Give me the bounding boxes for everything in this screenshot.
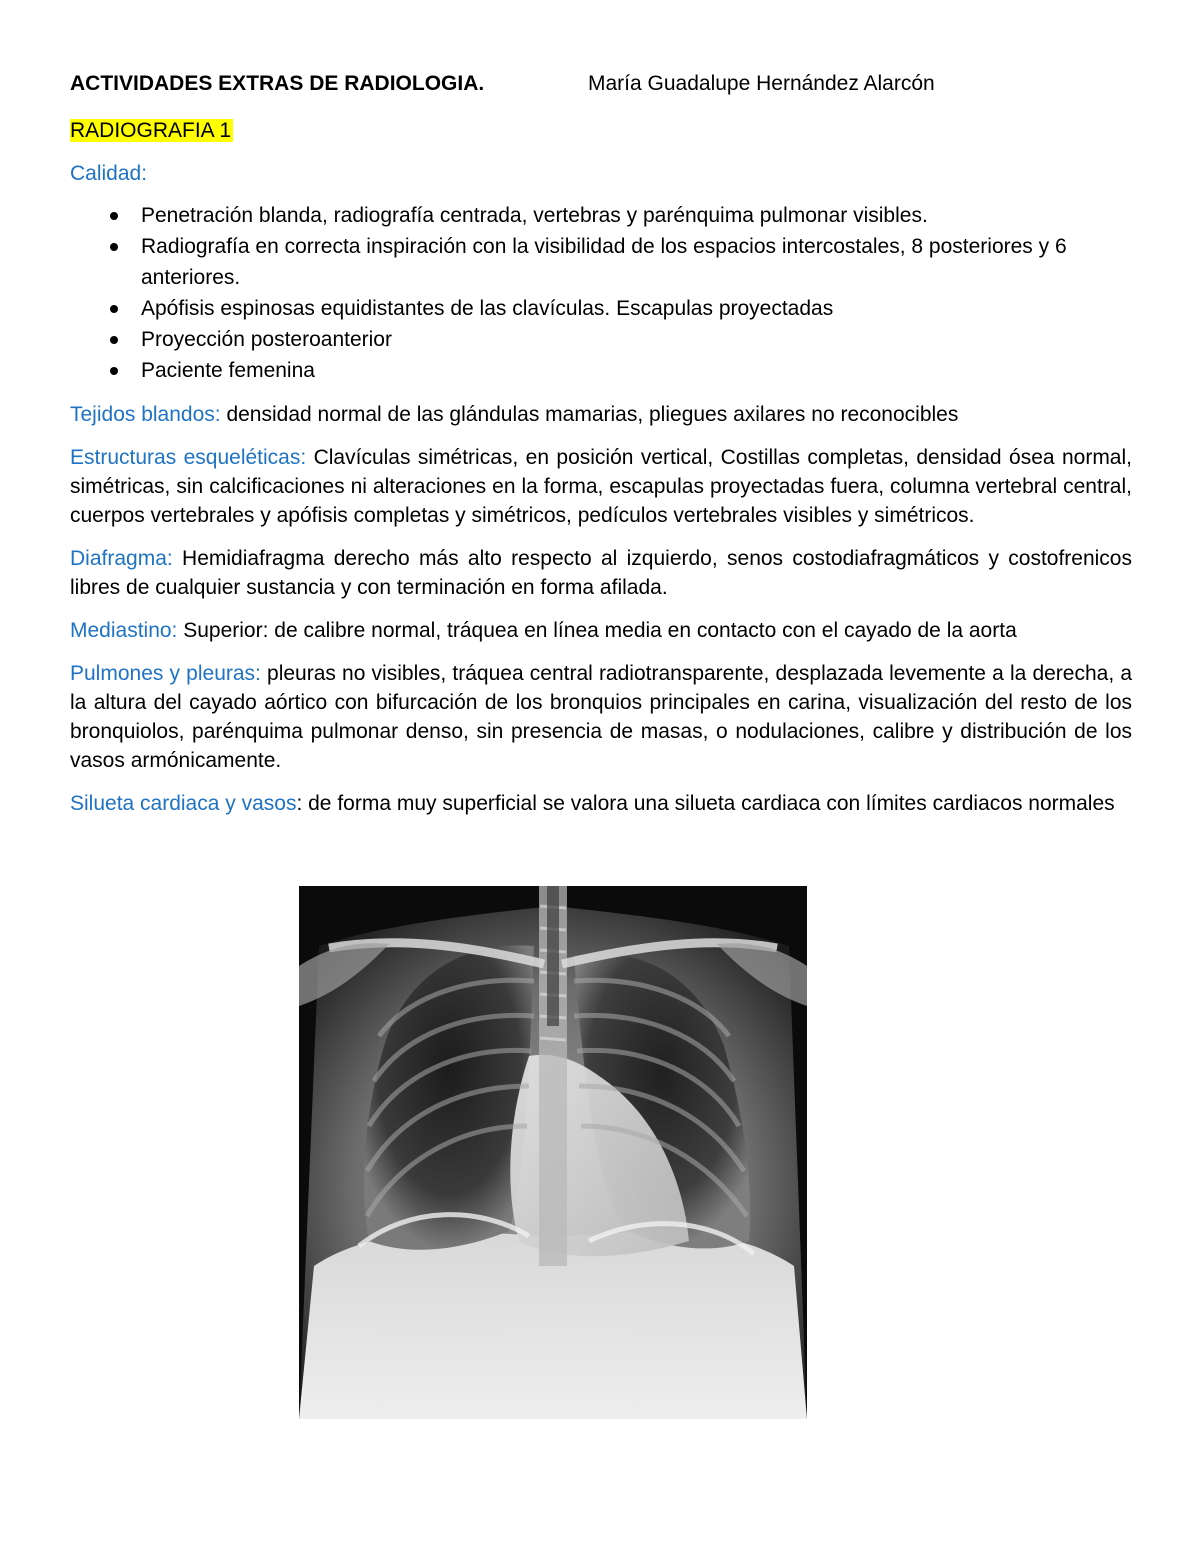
list-item-text: Penetración blanda, radiografía centrada, vertebras y parénquima pulmonar visibles. — [141, 204, 928, 227]
quality-list — [70, 200, 1132, 386]
finding-text: Superior: de calibre normal, tráquea en línea media en contacto con el cayado de la aorta — [177, 619, 1017, 642]
document-header — [70, 68, 1132, 102]
document-page — [70, 68, 1132, 818]
section-label-highlighted: RADIOGRAFIA 1 — [70, 119, 232, 142]
finding-text: pleuras no visibles, tráquea central radiotransparente, desplazada levemente a la derecha, a la altura del cayado aórtico con bifurcación de los bronquios principales en carina, visualización del resto de los bronquiolos, parénquima pulmonar denso, sin presencia de masas, o nodulaciones, calibre y distribución de los vasos armónicamente. — [70, 662, 1132, 772]
finding-label: Estructuras esqueléticas: — [70, 446, 307, 469]
section-label — [70, 115, 1132, 147]
finding-text: Hemidiafragma derecho más alto respecto al izquierdo, senos costodiafragmáticos y costofrenicos libres de cualquier sustancia y con terminación en forma afilada. — [70, 547, 1132, 599]
list-item-text: Apófisis espinosas equidistantes de las clavículas. Escapulas proyectadas — [141, 297, 834, 320]
bullet-icon — [110, 305, 118, 313]
finding-skeletal — [70, 443, 1132, 530]
bullet-icon — [110, 212, 118, 220]
list-item — [70, 200, 1132, 231]
list-item — [70, 324, 1132, 355]
finding-text: densidad normal de las glándulas mamarias, pliegues axilares no reconocibles — [220, 403, 959, 426]
list-item-text: Paciente femenina — [141, 359, 315, 382]
author-name: María Guadalupe Hernández Alarcón — [588, 72, 935, 95]
bullet-icon — [110, 336, 118, 344]
list-item — [70, 293, 1132, 324]
list-item-text: Proyección posteroanterior — [141, 328, 392, 351]
document-title: ACTIVIDADES EXTRAS DE RADIOLOGIA. — [70, 72, 485, 95]
list-item — [70, 355, 1132, 386]
finding-label: Mediastino: — [70, 619, 178, 642]
finding-label: Silueta cardiaca y vasos — [70, 792, 297, 815]
bullet-icon — [110, 243, 118, 251]
finding-label: Diafragma: — [70, 547, 173, 570]
finding-diaphragm — [70, 544, 1132, 602]
finding-label: Pulmones y pleuras: — [70, 662, 261, 685]
chest-xray-image — [299, 886, 807, 1419]
bullet-icon — [110, 367, 118, 375]
finding-text: : de forma muy superficial se valora una silueta cardiaca con límites cardiacos normales — [296, 792, 1115, 815]
list-item — [70, 231, 1132, 293]
finding-cardiac-silhouette — [70, 789, 1132, 818]
finding-lungs-pleura — [70, 659, 1132, 775]
finding-label: Tejidos blandos: — [70, 403, 221, 426]
finding-mediastinum — [70, 616, 1132, 645]
finding-soft-tissue — [70, 400, 1132, 429]
quality-heading: Calidad: — [70, 162, 148, 185]
chest-xray-drawing — [299, 886, 807, 1419]
list-item-text: Radiografía en correcta inspiración con la visibilidad de los espacios intercostales, 8 posteriores y 6 anteriores. — [141, 235, 1067, 289]
finding-text: Clavículas simétricas, en posición vertical, Costillas completas, densidad ósea normal, simétricas, sin calcificaciones ni alteraciones en la forma, escapulas proyectadas fuera, columna vertebral central, cuerpos vertebrales y apófisis completas y simétricos, pedículos vertebrales visibles y simétricos. — [70, 446, 1132, 527]
